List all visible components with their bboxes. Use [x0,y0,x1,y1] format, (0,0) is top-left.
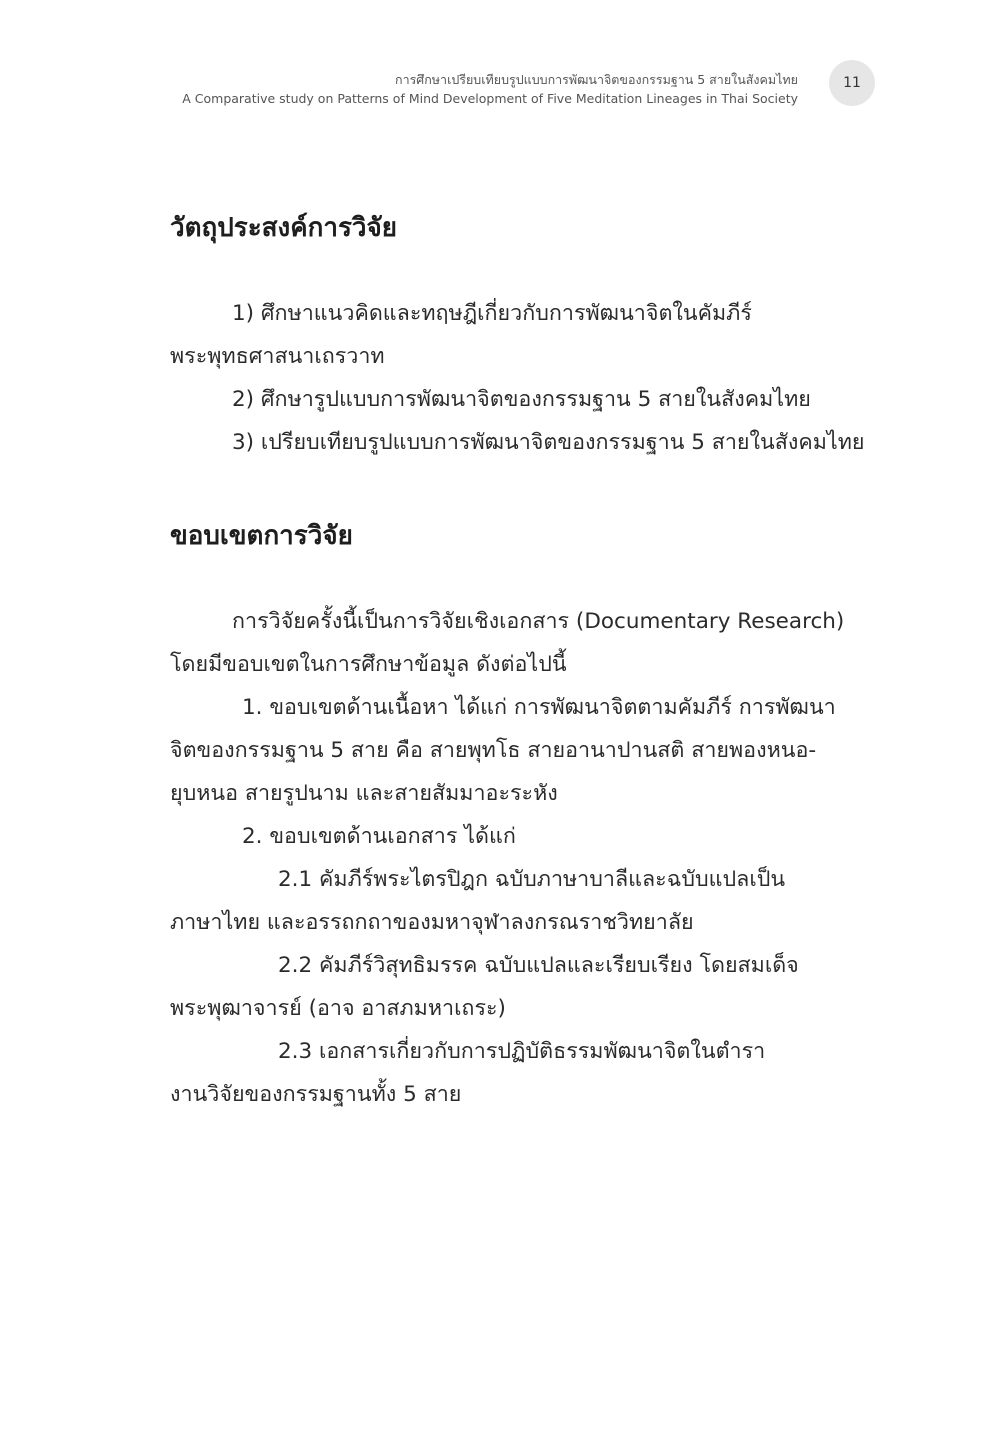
header-title-thai: การศึกษาเปรียบเทียบรูปแบบการพัฒนาจิตของกรรมฐาน 5 สายในสังคมไทย [395,72,798,87]
scope-content-line-1: 1. ขอบเขตด้านเนื้อหา ได้แก่ การพัฒนาจิตตามคัมภีร์ การพัฒนา [242,695,836,720]
objective-2: 2) ศึกษารูปแบบการพัฒนาจิตของกรรมฐาน 5 สายในสังคมไทย [232,387,811,412]
scope-doc-2-3-line-1: 2.3 เอกสารเกี่ยวกับการปฏิบัติธรรมพัฒนาจิตในตำรา [278,1039,766,1064]
objective-1-line-1: 1) ศึกษาแนวคิดและทฤษฎีเกี่ยวกับการพัฒนาจิตในคัมภีร์ [232,301,752,326]
scope-intro-line-1: การวิจัยครั้งนี้เป็นการวิจัยเชิงเอกสาร (Documentary Research) [232,609,845,634]
objectives-heading: วัตถุประสงค์การวิจัย [170,213,397,243]
scope-text [170,600,858,1116]
objective-1-line-2: พระพุทธศาสนาเถรวาท [170,344,385,369]
scope-doc-2-1-line-2: ภาษาไทย และอรรถกถาของมหาจุฬาลงกรณราชวิทยาลัย [170,910,694,935]
running-header [178,70,798,108]
scope-doc-2-3-line-2: งานวิจัยของกรรมฐานทั้ง 5 สาย [170,1082,462,1107]
objectives-list [170,292,865,464]
header-title-english: A Comparative study on Patterns of Mind Development of Five Meditation Lineages in Thai Society [182,91,798,106]
scope-content-line-2: จิตของกรรมฐาน 5 สาย คือ สายพุทโธ สายอานาปานสติ สายพองหนอ- [170,738,817,763]
scope-doc-2-2-line-1: 2.2 คัมภีร์วิสุทธิมรรค ฉบับแปลและเรียบเรียง โดยสมเด็จ [278,953,799,978]
scope-doc-2-1-line-1: 2.1 คัมภีร์พระไตรปิฎก ฉบับภาษาบาลีและฉบับแปลเป็น [278,867,786,892]
scope-documents-line: 2. ขอบเขตด้านเอกสาร ได้แก่ [242,824,516,849]
page-number-badge: 11 [829,60,875,106]
scope-intro-line-2: โดยมีขอบเขตในการศึกษาข้อมูล ดังต่อไปนี้ [170,652,567,677]
objective-3: 3) เปรียบเทียบรูปแบบการพัฒนาจิตของกรรมฐาน 5 สายในสังคมไทย [232,430,865,455]
scope-doc-2-2-line-2: พระพุฒาจารย์ (อาจ อาสภมหาเถระ) [170,996,506,1021]
scope-heading: ขอบเขตการวิจัย [170,521,353,551]
scope-content-line-3: ยุบหนอ สายรูปนาม และสายสัมมาอะระหัง [170,781,558,806]
page-body [170,200,865,1116]
